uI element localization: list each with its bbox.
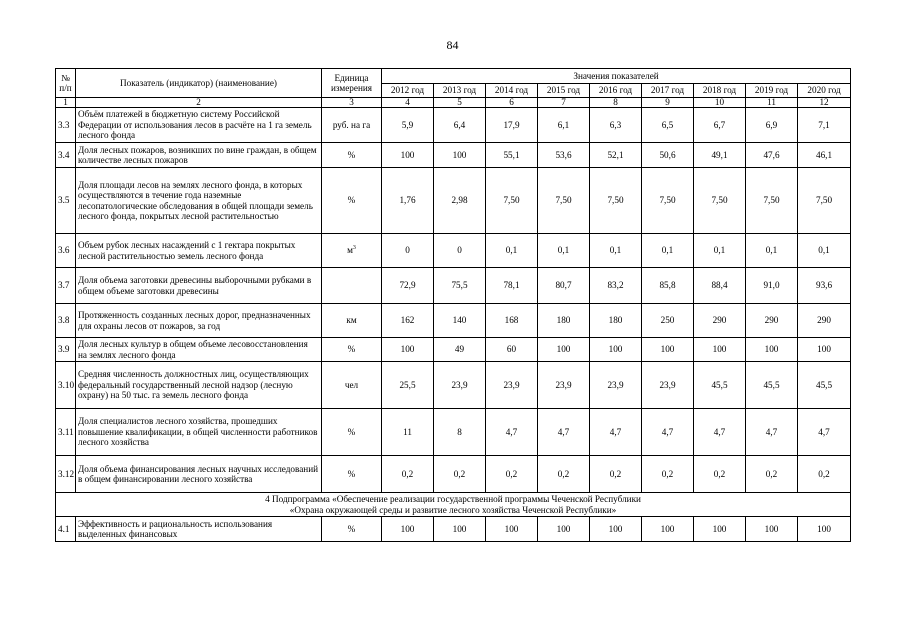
value-cell: 100: [642, 517, 694, 542]
value-cell: 80,7: [538, 268, 590, 304]
value-cell: 23,9: [538, 362, 590, 409]
value-cell: 4,7: [538, 409, 590, 456]
value-cell: 25,5: [382, 362, 434, 409]
indicator-name: Доля специалистов лесного хозяйства, прошедших повышение квалификации, в общей численности работников лесного хозяйства: [76, 409, 322, 456]
row-number: 3.6: [56, 234, 76, 268]
header-indicator: Показатель (индикатор) (наименование): [76, 69, 322, 98]
value-cell: 140: [434, 304, 486, 338]
value-cell: 60: [486, 338, 538, 362]
unit-cell: [322, 108, 382, 143]
year-header: 2017 год: [642, 84, 694, 98]
unit-text: %: [347, 468, 356, 479]
row-number: 3.5: [56, 168, 76, 234]
value-cell: 100: [642, 338, 694, 362]
value-cell: 11: [382, 409, 434, 456]
unit-text: км: [346, 315, 357, 326]
value-cell: 55,1: [486, 143, 538, 168]
unit-cell: [322, 304, 382, 338]
year-header: 2019 год: [746, 84, 798, 98]
subprogram-line-1: 4 Подпрограмма «Обеспечение реализации государственной программы Чеченской Республики: [265, 494, 641, 504]
value-cell: 100: [486, 517, 538, 542]
indicator-name: Эффективность и рациональность использования выделенных финансовых: [76, 517, 322, 542]
year-header: 2016 год: [590, 84, 642, 98]
value-cell: 7,50: [642, 168, 694, 234]
column-index: 4: [382, 98, 434, 108]
value-cell: 100: [434, 143, 486, 168]
value-cell: 7,50: [694, 168, 746, 234]
year-header: 2012 год: [382, 84, 434, 98]
value-cell: 290: [746, 304, 798, 338]
indicator-name: Доля объема финансирования лесных научных исследований в общем финансировании лесного хозяйства: [76, 456, 322, 493]
value-cell: 78,1: [486, 268, 538, 304]
column-index: 5: [434, 98, 486, 108]
value-cell: 100: [746, 517, 798, 542]
value-cell: 0: [382, 234, 434, 268]
year-header: 2014 год: [486, 84, 538, 98]
value-cell: 100: [590, 338, 642, 362]
unit-cell: [322, 409, 382, 456]
unit-cell: [322, 456, 382, 493]
row-number: 3.11: [56, 409, 76, 456]
table-row: [56, 456, 851, 493]
value-cell: 2,98: [434, 168, 486, 234]
value-cell: 4,7: [798, 409, 851, 456]
unit-text: %: [347, 344, 356, 355]
value-cell: 168: [486, 304, 538, 338]
column-index: 8: [590, 98, 642, 108]
header-num: № п/п: [56, 69, 76, 98]
value-cell: 6,7: [694, 108, 746, 143]
unit-cell: [322, 143, 382, 168]
value-cell: 4,7: [694, 409, 746, 456]
value-cell: 52,1: [590, 143, 642, 168]
unit-text: %: [347, 426, 356, 437]
unit-cell: [322, 268, 382, 304]
column-index: 9: [642, 98, 694, 108]
value-cell: 0,2: [642, 456, 694, 493]
indicator-name: Доля объема заготовки древесины выборочными рубками в общем объеме заготовки древесины: [76, 268, 322, 304]
value-cell: 100: [798, 338, 851, 362]
value-cell: 180: [538, 304, 590, 338]
value-cell: 0: [434, 234, 486, 268]
value-cell: 0,2: [382, 456, 434, 493]
value-cell: 45,5: [694, 362, 746, 409]
subprogram-row: [56, 493, 851, 517]
value-cell: 7,50: [486, 168, 538, 234]
value-cell: 6,1: [538, 108, 590, 143]
value-cell: 53,6: [538, 143, 590, 168]
value-cell: 0,2: [590, 456, 642, 493]
indicator-name: Доля лесных культур в общем объеме лесовосстановления на землях лесного фонда: [76, 338, 322, 362]
year-header: 2020 год: [798, 84, 851, 98]
unit-cell: [322, 338, 382, 362]
column-index: 6: [486, 98, 538, 108]
value-cell: 6,3: [590, 108, 642, 143]
value-cell: 8: [434, 409, 486, 456]
unit-text: чел: [344, 379, 359, 390]
value-cell: 5,9: [382, 108, 434, 143]
value-cell: 0,1: [486, 234, 538, 268]
column-index: 3: [322, 98, 382, 108]
header-values: Значения показателей: [382, 69, 851, 84]
value-cell: 100: [382, 143, 434, 168]
value-cell: 88,4: [694, 268, 746, 304]
value-cell: 23,9: [486, 362, 538, 409]
column-index: 10: [694, 98, 746, 108]
value-cell: 50,6: [642, 143, 694, 168]
value-cell: 45,5: [798, 362, 851, 409]
value-cell: 85,8: [642, 268, 694, 304]
indicator-name: Протяженность созданных лесных дорог, предназначенных для охраны лесов от пожаров, за год: [76, 304, 322, 338]
value-cell: 6,9: [746, 108, 798, 143]
value-cell: 23,9: [590, 362, 642, 409]
value-cell: 100: [382, 338, 434, 362]
value-cell: 100: [434, 517, 486, 542]
value-cell: 0,1: [746, 234, 798, 268]
value-cell: 47,6: [746, 143, 798, 168]
table-row: [56, 234, 851, 268]
row-number: 3.12: [56, 456, 76, 493]
value-cell: 91,0: [746, 268, 798, 304]
row-number: 3.10: [56, 362, 76, 409]
value-cell: 45,5: [746, 362, 798, 409]
value-cell: 7,50: [590, 168, 642, 234]
value-cell: 23,9: [434, 362, 486, 409]
value-cell: 100: [538, 338, 590, 362]
column-index: 1: [56, 98, 76, 108]
value-cell: 0,2: [746, 456, 798, 493]
column-index: 11: [746, 98, 798, 108]
value-cell: 4,7: [642, 409, 694, 456]
row-number: 3.9: [56, 338, 76, 362]
value-cell: 0,2: [486, 456, 538, 493]
table-row: [56, 338, 851, 362]
value-cell: 100: [694, 517, 746, 542]
value-cell: 100: [382, 517, 434, 542]
value-cell: 0,2: [694, 456, 746, 493]
value-cell: 0,1: [798, 234, 851, 268]
value-cell: 0,1: [694, 234, 746, 268]
year-header: 2013 год: [434, 84, 486, 98]
value-cell: 93,6: [798, 268, 851, 304]
value-cell: 4,7: [486, 409, 538, 456]
value-cell: 7,50: [798, 168, 851, 234]
column-index: 7: [538, 98, 590, 108]
value-cell: 49,1: [694, 143, 746, 168]
table-row: [56, 409, 851, 456]
value-cell: 100: [538, 517, 590, 542]
value-cell: 83,2: [590, 268, 642, 304]
table-row: [56, 304, 851, 338]
value-cell: 6,4: [434, 108, 486, 143]
unit-text: %: [347, 149, 356, 160]
unit-text: руб. на га: [332, 119, 371, 130]
value-cell: 180: [590, 304, 642, 338]
year-header: 2015 год: [538, 84, 590, 98]
unit-cell: %: [322, 517, 382, 542]
unit-cell: [322, 168, 382, 234]
indicator-name: Средняя численность должностных лиц, осуществляющих федеральный государственный лесной надзор (лесную охрану) на 50 тыс. га земель лесного фонда: [76, 362, 322, 409]
value-cell: 0,2: [798, 456, 851, 493]
row-number: 3.3: [56, 108, 76, 143]
table-row: [56, 108, 851, 143]
subprogram-title: [56, 493, 851, 517]
indicator-name: Объём платежей в бюджетную систему Российской Федерации от использования лесов в расчёте на 1 га земель лесного фонда: [76, 108, 322, 143]
page-number: 84: [446, 38, 459, 52]
value-cell: 49: [434, 338, 486, 362]
value-cell: 0,2: [538, 456, 590, 493]
unit-superscript: 3: [352, 245, 356, 252]
value-cell: 72,9: [382, 268, 434, 304]
unit-cell: [322, 362, 382, 409]
value-cell: 290: [798, 304, 851, 338]
value-cell: 7,1: [798, 108, 851, 143]
table-row: [56, 168, 851, 234]
value-cell: 75,5: [434, 268, 486, 304]
indicator-name: Доля площади лесов на землях лесного фонда, в которых осуществляются в течение года наземные лесопатологические обследования в общей площади земель лесного фонда, покрытых лесной растительностью: [76, 168, 322, 234]
value-cell: 100: [746, 338, 798, 362]
column-index: 12: [798, 98, 851, 108]
value-cell: 100: [798, 517, 851, 542]
value-cell: 0,1: [590, 234, 642, 268]
indicator-name: Объем рубок лесных насаждений с 1 гектара покрытых лесной растительностью земель лесного фонда: [76, 234, 322, 268]
value-cell: 0,2: [434, 456, 486, 493]
value-cell: 162: [382, 304, 434, 338]
unit-cell: [322, 234, 382, 268]
table-row: [56, 268, 851, 304]
value-cell: 100: [694, 338, 746, 362]
row-number: 3.8: [56, 304, 76, 338]
value-cell: 4,7: [590, 409, 642, 456]
row-number: 3.4: [56, 143, 76, 168]
row-number: 4.1: [56, 517, 76, 542]
header-unit: Единица измерения: [322, 69, 382, 98]
table-row: [56, 143, 851, 168]
value-cell: 23,9: [642, 362, 694, 409]
indicator-name: Доля лесных пожаров, возникших по вине граждан, в общем количестве лесных пожаров: [76, 143, 322, 168]
value-cell: 290: [694, 304, 746, 338]
value-cell: 0,1: [642, 234, 694, 268]
value-cell: 100: [590, 517, 642, 542]
value-cell: 1,76: [382, 168, 434, 234]
column-index: 2: [76, 98, 322, 108]
unit-text: м: [347, 245, 353, 256]
value-cell: 7,50: [746, 168, 798, 234]
unit-text: %: [347, 195, 356, 206]
value-cell: 17,9: [486, 108, 538, 143]
row-number: 3.7: [56, 268, 76, 304]
value-cell: 250: [642, 304, 694, 338]
value-cell: 7,50: [538, 168, 590, 234]
value-cell: 46,1: [798, 143, 851, 168]
value-cell: 0,1: [538, 234, 590, 268]
table-row: [56, 362, 851, 409]
indicators-table: [55, 68, 851, 542]
year-header: 2018 год: [694, 84, 746, 98]
table-row: [56, 517, 851, 542]
subprogram-line-2: «Охрана окружающей среды и развитие лесного хозяйства Чеченской Республики»: [289, 504, 617, 515]
value-cell: 4,7: [746, 409, 798, 456]
value-cell: 6,5: [642, 108, 694, 143]
